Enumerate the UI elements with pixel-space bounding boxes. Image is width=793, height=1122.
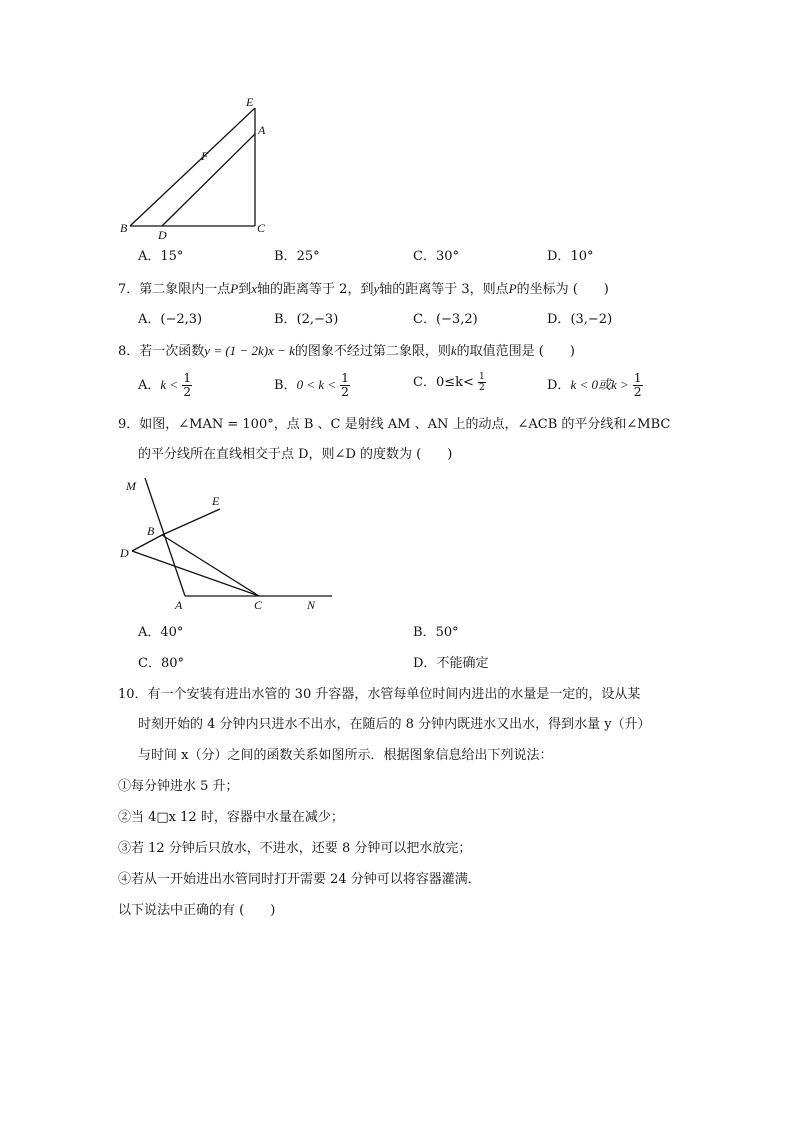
q6-option-b: B．25°	[274, 249, 320, 264]
q10-statement-4: ④若从一开始进出水管同时打开需要 24 分钟可以将容器灌满．	[118, 872, 481, 887]
figure-triangle-efbdc	[112, 90, 282, 245]
q9-option-c: C．80°	[138, 656, 184, 671]
label-c: C	[254, 598, 263, 612]
fraction: $\frac{1}{2}$	[183, 371, 191, 399]
q10-statement-1: ①每分钟进水 5 升；	[118, 779, 239, 794]
label-m: M	[126, 479, 136, 493]
segment-dc	[132, 551, 259, 596]
q8-option-b: B．0 < k < $\frac{1}{2}$	[274, 371, 349, 399]
label-d: D	[158, 228, 167, 242]
q9-stem-line2: 的平分线所在直线相交于点 D，则∠D 的度数为 ( )	[138, 447, 453, 462]
q9-option-d: D．不能确定	[413, 656, 489, 671]
label-d: D	[120, 546, 129, 560]
q10-statement-3: ③若 12 分钟后只放水，不进水，还要 8 分钟可以把水放完；	[118, 841, 472, 856]
q6-option-a: A．15°	[138, 249, 184, 264]
figure-angle-man	[112, 472, 342, 617]
fraction: $\frac{1}{2}$	[479, 372, 485, 393]
q7-option-b: B．(2,−3)	[274, 312, 339, 327]
q7-stem: 7．第二象限内一点P到x轴的距离等于 2，到y轴的距离等于 3，则点P的坐标为 ( )	[118, 281, 609, 297]
segment-da	[162, 134, 255, 226]
q10-stem-line3: 与时间 x（分）之间的函数关系如图所示．根据图象信息给出下列说法：	[138, 748, 553, 763]
q10-statement-2: ②当 4□x 12 时，容器中水量在减少；	[118, 810, 344, 825]
q7-option-c: C．(−3,2)	[413, 312, 478, 327]
label-n: N	[307, 598, 316, 612]
segment-be	[162, 509, 220, 535]
segment-bc	[162, 535, 259, 596]
fraction: $\frac{1}{2}$	[633, 371, 642, 399]
q7-option-a: A．(−2,3)	[138, 312, 203, 327]
label-c: C	[257, 221, 266, 235]
q8-option-a: A．k < $\frac{1}{2}$	[138, 371, 191, 399]
q10-stem-line1: 10．有一个安装有进出水管的 30 升容器，水管每单位时间内进出的水量是一定的，设从某	[118, 687, 641, 702]
q9-option-a: A．40°	[138, 625, 184, 640]
q8-option-c: C．0≤k< $\frac{1}{2}$	[413, 372, 485, 393]
q8-stem: 8．若一次函数y = (1 − 2k)x − k的图象不经过第二象限，则k的取值范围是 ( )	[118, 343, 575, 359]
q9-stem-line1: 9．如图，∠MAN = 100°，点 B 、C 是射线 AM 、AN 上的动点，∠ACB 的平分线和∠MBC	[118, 417, 671, 432]
q10-closing: 以下说法中正确的有 ( )	[118, 903, 276, 918]
segment-be	[130, 108, 255, 226]
q9-option-b: B．50°	[413, 625, 459, 640]
label-b: B	[147, 524, 155, 538]
label-a: A	[175, 598, 183, 612]
fraction: $\frac{1}{2}$	[341, 371, 349, 399]
label-e: E	[246, 95, 254, 109]
q6-option-d: D．10°	[547, 249, 594, 264]
q8-option-d: D．k < 0或k > $\frac{1}{2}$	[547, 371, 642, 399]
label-f: F	[201, 149, 209, 163]
q7-option-d: D．(3,−2)	[547, 312, 613, 327]
label-a: A	[258, 123, 266, 137]
q10-stem-line2: 时刻开始的 4 分钟内只进水不出水，在随后的 8 分钟内既进水又出水，得到水量 y（升）	[138, 717, 651, 732]
label-e: E	[212, 494, 220, 508]
label-b: B	[120, 221, 128, 235]
q6-option-c: C．30°	[413, 249, 459, 264]
